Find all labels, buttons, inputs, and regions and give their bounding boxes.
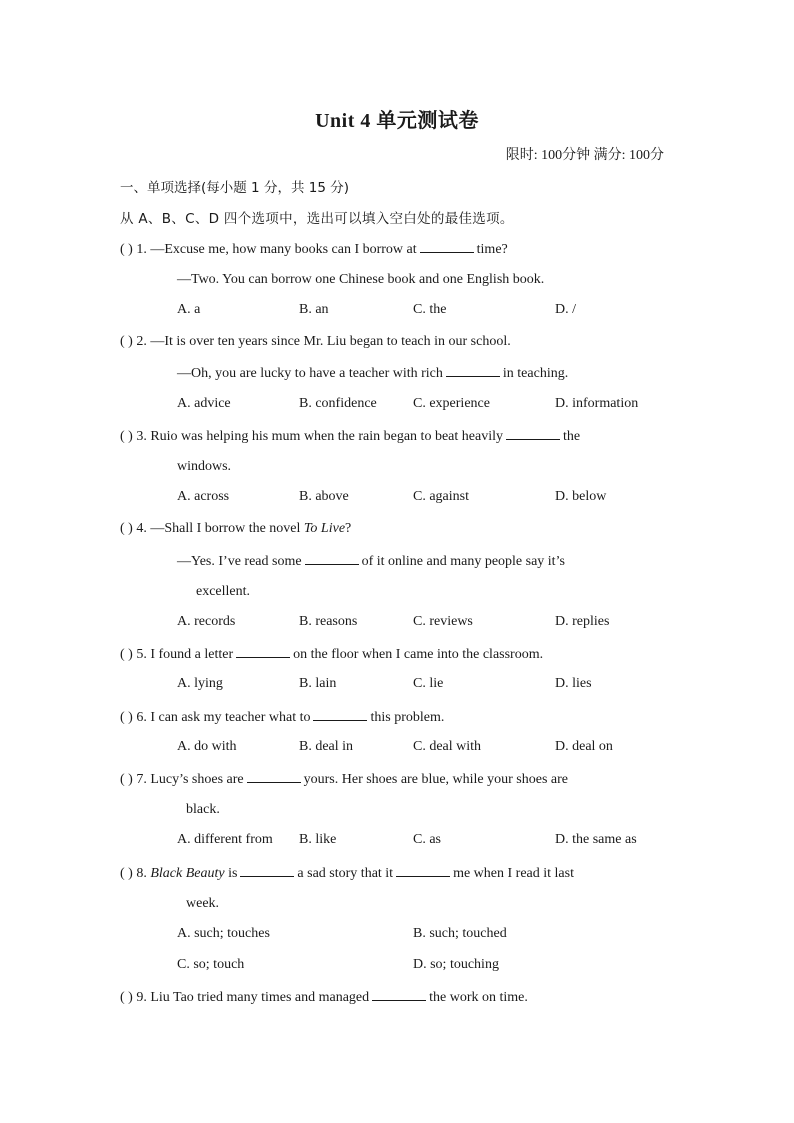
question-text: in teaching. [502,366,569,381]
question-text: 4. —Shall I borrow the novel [136,521,301,536]
question-text: 7. Lucy’s shoes are [136,772,244,787]
option-b: B. like [299,832,337,847]
question-text: time? [476,242,508,257]
question-number: 8. [136,866,147,881]
option-d: D. information [555,396,639,411]
answer-paren: ( ) [120,710,133,725]
option-d: D. so; touching [413,957,499,972]
question-2-line-2 [177,364,568,383]
option-c: C. experience [413,396,490,411]
option-b: B. lain [299,676,337,691]
question-1-line-2: —Two. You can borrow one Chinese book and one English book. [177,272,545,287]
option-d: D. below [555,489,607,504]
question-text: 3. Ruio was helping his mum when the rain began to beat heavily [136,429,503,444]
option-b: B. reasons [299,614,358,629]
question-text: ? [345,521,352,536]
option-c: C. lie [413,676,444,691]
time-score-info: 限时: 100分钟 满分: 100分 [505,148,664,163]
answer-paren: ( ) [120,647,133,662]
option-a: A. across [177,489,230,504]
option-a: A. different from [177,832,273,847]
question-text: a sad story that it [297,866,394,881]
question-5 [120,645,543,664]
question-text: yours. Her shoes are blue, while your shoes are [303,772,569,787]
question-text: —Oh, you are lucky to have a teacher with rich [177,366,443,381]
blank [420,240,474,253]
question-text: —Yes. I’ve read some [177,554,302,569]
question-3-line-2: windows. [177,459,232,474]
option-a: A. a [177,302,201,317]
option-a: A. such; touches [177,926,270,941]
blank [446,364,500,377]
question-text: on the floor when I came into the classroom. [293,647,544,662]
option-d: D. / [555,302,576,317]
question-8 [120,864,574,883]
answer-paren: ( ) [120,990,133,1005]
answer-paren: ( ) [120,334,133,349]
option-d: D. replies [555,614,610,629]
answer-paren: ( ) [120,429,133,444]
answer-paren: ( ) [120,866,133,881]
question-text: is [228,866,238,881]
question-text: 5. I found a letter [136,647,234,662]
option-c: C. as [413,832,441,847]
question-text: 1. —Excuse me, how many books can I borrow at [136,242,417,257]
question-text: the [562,429,581,444]
option-c: C. against [413,489,469,504]
option-c: C. so; touch [177,957,245,972]
blank [372,988,426,1001]
question-1 [120,240,508,259]
option-a: A. lying [177,676,223,691]
answer-paren: ( ) [120,772,133,787]
question-text: 2. —It is over ten years since Mr. Liu began to teach in our school. [136,334,511,349]
question-text: me when I read it last [453,866,574,881]
option-d: D. the same as [555,832,637,847]
question-4-line-2 [177,552,565,571]
option-b: B. confidence [299,396,377,411]
page-title: Unit 4 单元测试卷 [315,110,479,132]
blank [236,645,290,658]
book-title: Black Beauty [150,866,225,881]
question-text: the work on time. [429,990,528,1005]
answer-paren: ( ) [120,242,133,257]
question-2 [120,333,511,351]
blank [313,708,367,721]
blank [247,770,301,783]
question-text: this problem. [370,710,445,725]
option-b: B. an [299,302,329,317]
option-b: B. above [299,489,349,504]
option-a: A. do with [177,739,237,754]
blank [305,552,359,565]
question-7-line-2: black. [186,802,220,817]
option-c: C. reviews [413,614,473,629]
question-text: 9. Liu Tao tried many times and managed [136,990,370,1005]
option-d: D. deal on [555,739,613,754]
option-b: B. deal in [299,739,354,754]
question-text: 6. I can ask my teacher what to [136,710,311,725]
question-text: of it online and many people say it’s [361,554,565,569]
blank [506,427,560,440]
question-7 [120,770,568,789]
answer-paren: ( ) [120,521,133,536]
question-9 [120,988,528,1007]
option-a: A. advice [177,396,231,411]
question-4 [120,520,351,538]
blank [240,864,294,877]
question-8-line-2: week. [186,896,220,911]
option-a: A. records [177,614,236,629]
option-d: D. lies [555,676,592,691]
question-3 [120,427,580,446]
blank [396,864,450,877]
section-heading: 一、单项选择(每小题 1 分，共 15 分) [120,180,349,196]
question-4-line-3: excellent. [196,584,251,599]
instruction-text: 从 A、B、C、D 四个选项中，选出可以填入空白处的最佳选项。 [120,211,514,227]
option-c: C. deal with [413,739,482,754]
option-c: C. the [413,302,447,317]
question-6 [120,708,444,727]
book-title: To Live [303,521,346,536]
option-b: B. such; touched [413,926,507,941]
